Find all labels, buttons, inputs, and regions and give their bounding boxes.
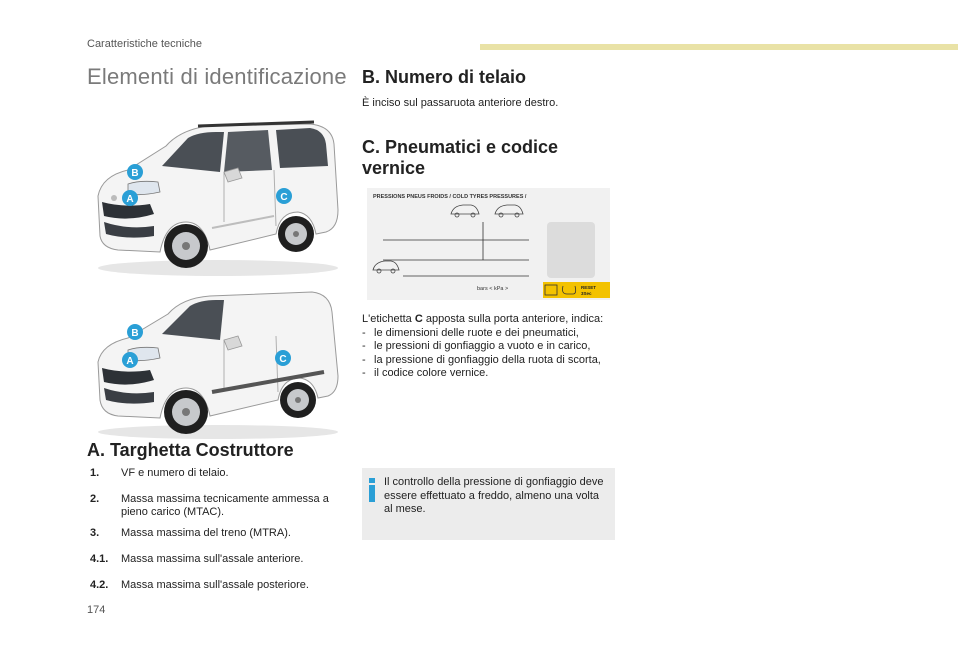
svg-text:B: B [131,328,139,339]
svg-text:bars < kPa >: bars < kPa > [477,286,509,292]
car-van-illustration [88,288,350,440]
marker-b [127,164,143,180]
marker-b [127,324,143,340]
header-bar [480,44,958,50]
section-c-title: C. Pneumatici e codice vernice [362,137,559,178]
svg-text:RESET: RESET [581,285,597,290]
car-mpv-illustration [88,118,350,278]
section-c-description [362,313,612,381]
page-number: 174 [87,604,106,616]
info-icon [368,478,376,502]
list-item: - la pressione di gonfiaggio della ruota di scorta, [362,354,612,368]
svg-text:A: A [126,356,134,367]
description-list [362,327,612,381]
marker-a [122,352,138,368]
section-b-text: È inciso sul passaruota anteriore destro. [362,97,559,109]
svg-text:PRESSIONS PNEUS FROIDS /: PRESSIONS PNEUS FROIDS / COLD TYRES PRESSURES / [373,194,527,200]
svg-text:C: C [279,354,287,365]
list-item: - le pressioni di gonfiaggio a vuoto e in carico, [362,340,612,354]
info-text: Il controllo della pressione di gonfiaggio deve essere effettuato a freddo, almeno una volta al mese. [384,476,604,515]
list-item: - le dimensioni delle ruote e dei pneumatici, [362,327,612,341]
svg-text:C: C [280,192,288,203]
description-intro: L'etichetta C apposta sulla porta anteriore, indica: [362,313,604,325]
section-b-title: B. Numero di telaio [362,67,527,87]
running-header: Caratteristiche tecniche [87,38,202,50]
marker-a [122,190,138,206]
marker-c [275,350,291,366]
section-a-title: A. Targhetta Costruttore [87,440,294,460]
svg-text:B: B [131,168,139,179]
marker-c [276,188,292,204]
svg-text:3Sec: 3Sec [581,291,592,296]
svg-text:A: A [126,194,134,205]
page-title: Elementi di identificazione [87,64,347,89]
list-item: - il codice colore vernice. [362,367,612,381]
tyre-pressure-label [367,188,610,300]
